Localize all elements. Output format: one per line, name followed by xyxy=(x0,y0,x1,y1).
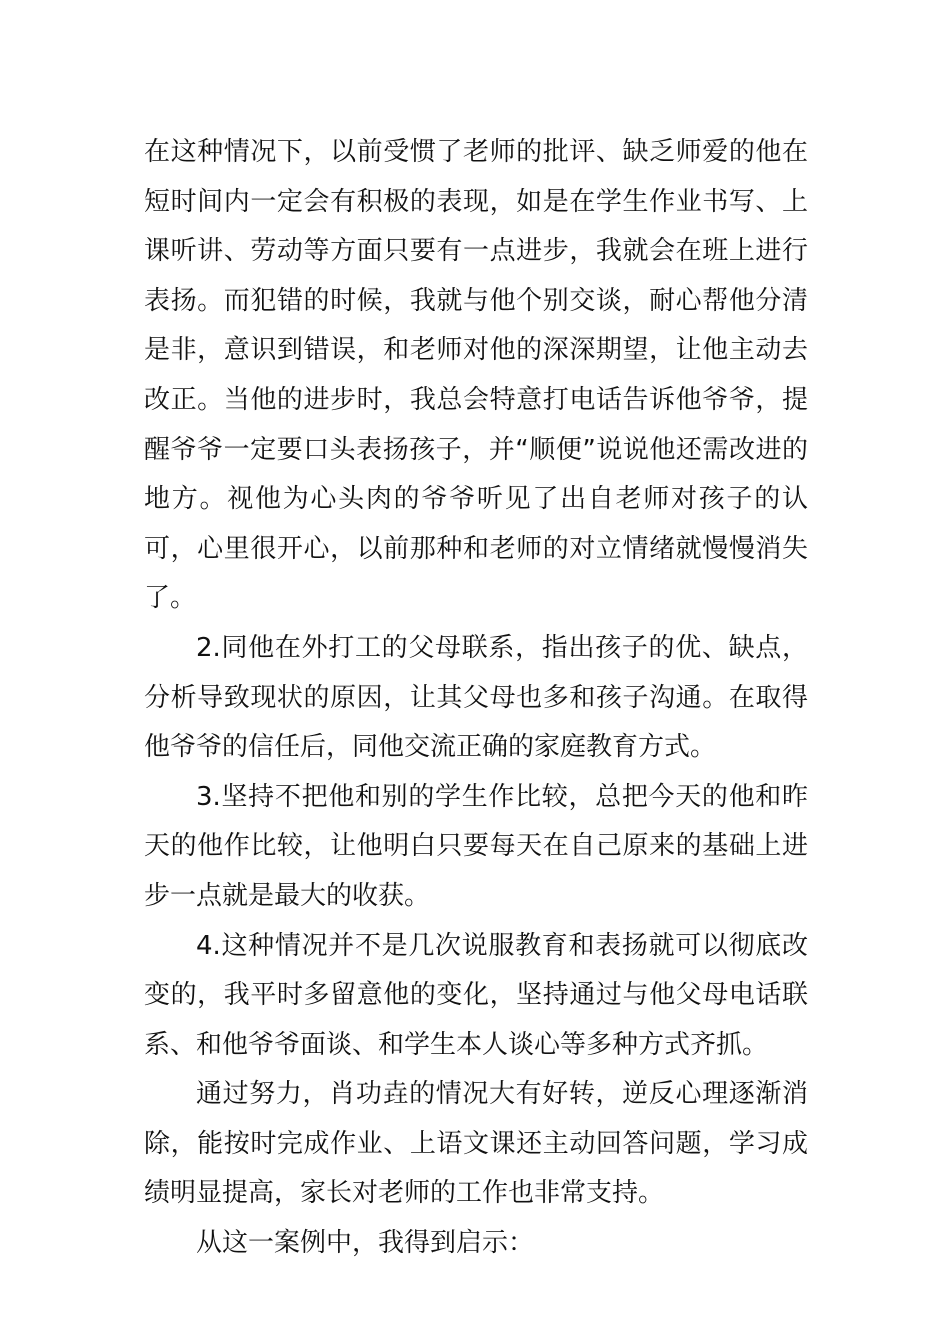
paragraph-4: 4.这种情况并不是几次说服教育和表扬就可以彻底改变的，我平时多留意他的变化，坚持通过与他父母电话联系、和他爷爷面谈、和学生本人谈心等多种方式齐抓。 xyxy=(144,930,808,1060)
paragraph-2: 2.同他在外打工的父母联系，指出孩子的优、缺点，分析导致现状的原因，让其父母也多和孩子沟通。在取得他爷爷的信任后，同他交流正确的家庭教育方式。 xyxy=(144,632,808,763)
paragraph-5: 通过努力，肖功垚的情况大有好转，逆反心理逐渐消除，能按时完成作业、上语文课还主动回答问题，学习成绩明显提高，家长对老师的工作也非常支持。 xyxy=(144,1079,808,1209)
paragraph-1: 在这种情况下，以前受惯了老师的批评、缺乏师爱的他在短时间内一定会有积极的表现，如是在学生作业书写、上课听讲、劳动等方面只要有一点进步，我就会在班上进行表扬。而犯错的时候，我就与他个别交谈，耐心帮他分清是非，意识到错误，和老师对他的深深期望，让他主动去改正。当他的进步时，我总会特意打电话告诉他爷爷，提醒爷爷一定要口头表扬孩子，并“顺便”说说他还需改进的地方。视他为心头肉的爷爷听见了出自老师对孩子的认可，心里很开心，以前那种和老师的对立情绪就慢慢消失了。 xyxy=(144,137,808,614)
paragraph-6: 从这一案例中，我得到启示： xyxy=(196,1228,535,1259)
paragraph-3: 3.坚持不把他和别的学生作比较，总把今天的他和昨天的他作比较，让他明白只要每天在自己原来的基础上进步一点就是最大的收获。 xyxy=(144,781,808,911)
document-body xyxy=(144,128,808,1269)
